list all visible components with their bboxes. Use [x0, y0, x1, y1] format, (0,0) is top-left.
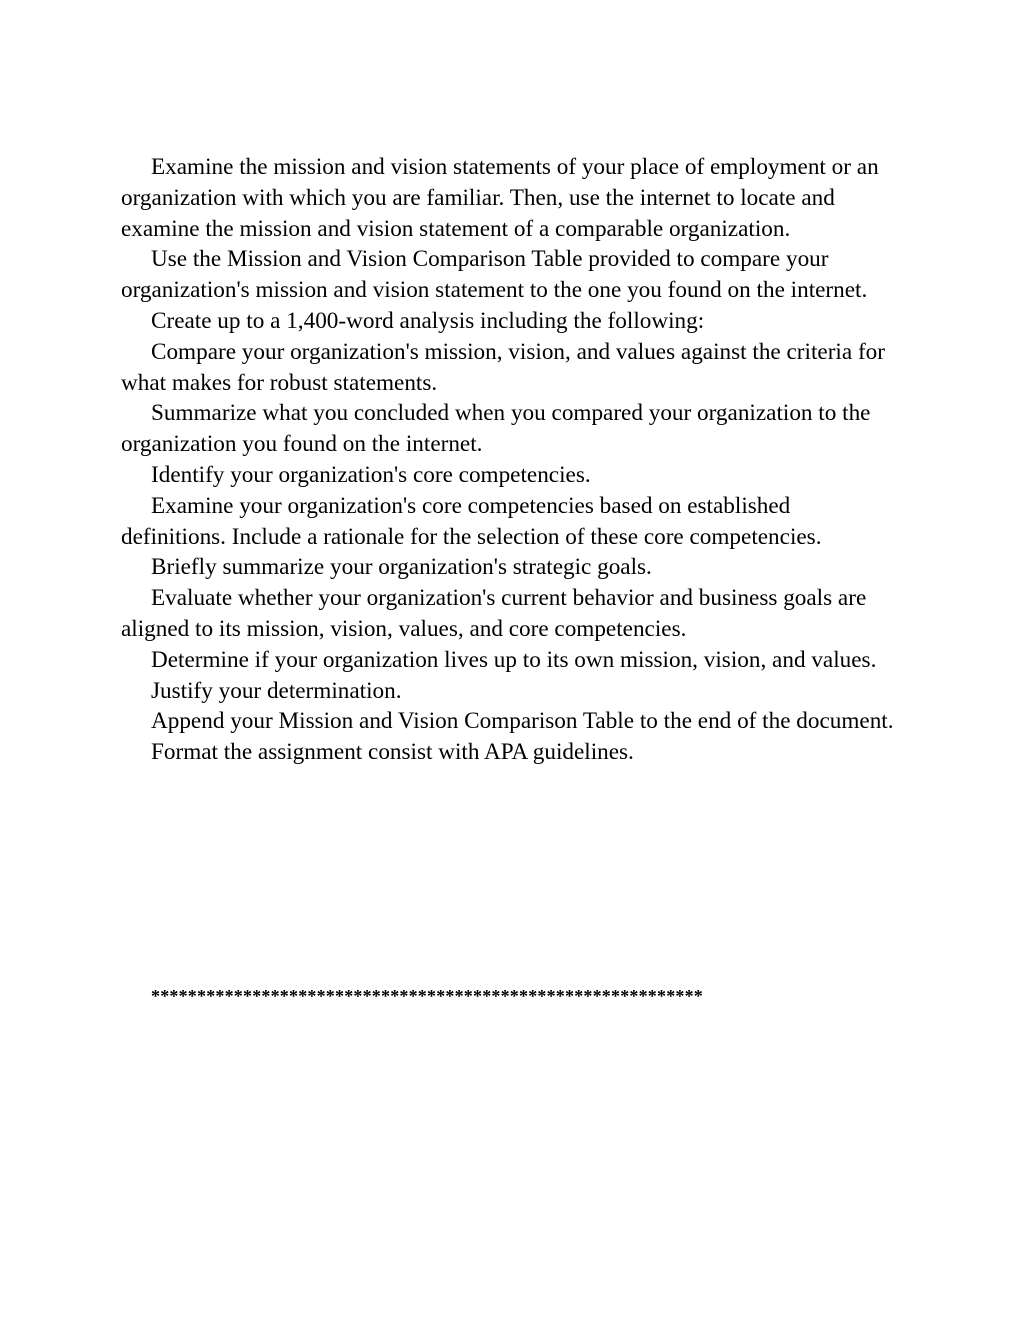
paragraph-append-table: Append your Mission and Vision Comparison Table to the end of the document. — [151, 708, 894, 735]
paragraph-create-analysis: Create up to a 1,400-word analysis including the following: — [151, 307, 705, 334]
asterisk-separator: ************************************************************ — [151, 986, 703, 1006]
paragraph-compare-statements: Compare your organization's mission, vision, and values against the criteria for what makes for robust statements. — [121, 338, 885, 396]
paragraph-determine-lives-up: Determine if your organization lives up to its own mission, vision, and values. — [151, 646, 877, 673]
paragraph-examine-competencies: Examine your organization's core competencies based on established definitions. Include a rationale for the selection of these core competencies. — [121, 492, 822, 550]
paragraph-justify: Justify your determination. — [151, 677, 402, 704]
paragraph-strategic-goals: Briefly summarize your organization's strategic goals. — [151, 554, 652, 581]
paragraph-summarize-conclusion: Summarize what you concluded when you compared your organization to the organization you found on the internet. — [121, 400, 871, 458]
paragraph-use-comparison-table: Use the Mission and Vision Comparison Table provided to compare your organization's mission and vision statement to the one you found on the internet. — [121, 246, 868, 304]
paragraph-examine-mission: Examine the mission and vision statements of your place of employment or an organization with which you are familiar. Then, use the internet to locate and examine the mission and vision statement of a comparable organization. — [121, 154, 879, 242]
paragraph-identify-competencies: Identify your organization's core competencies. — [151, 461, 591, 488]
paragraph-format-apa: Format the assignment consist with APA guidelines. — [151, 739, 634, 766]
document-body — [121, 152, 901, 768]
paragraph-evaluate-alignment: Evaluate whether your organization's current behavior and business goals are aligned to its mission, vision, values, and core competencies. — [121, 585, 867, 642]
